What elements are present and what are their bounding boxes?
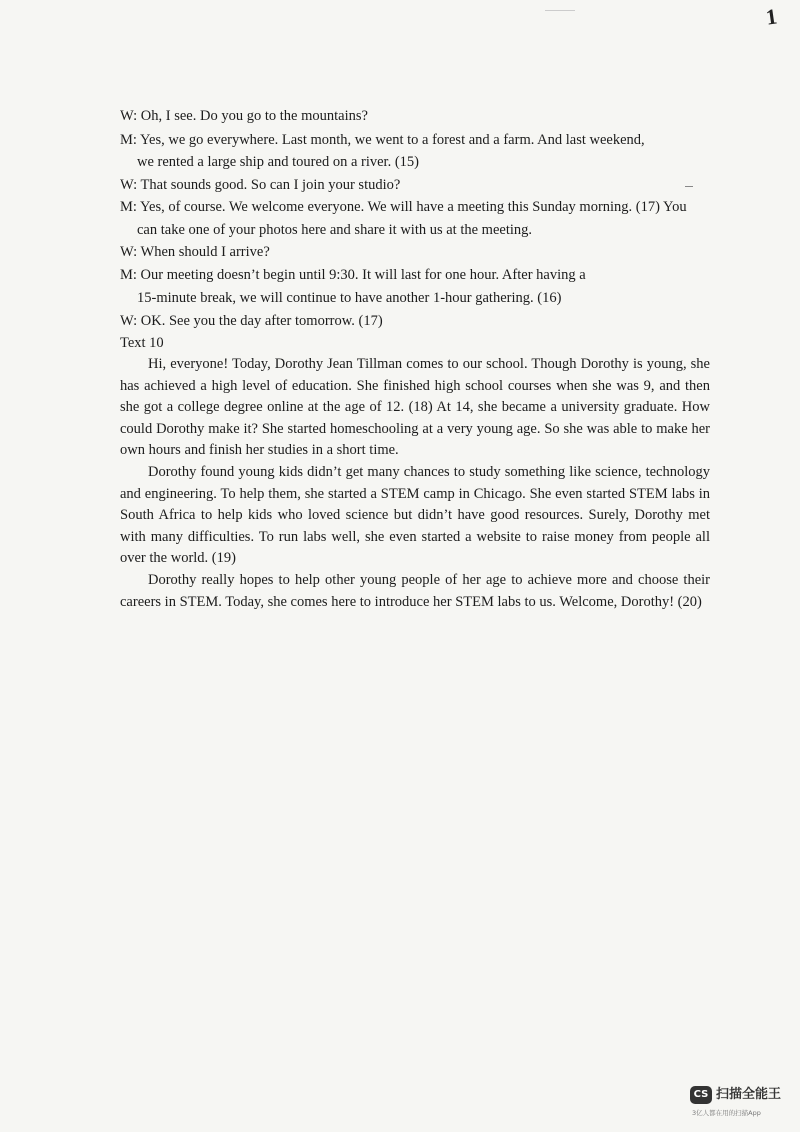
dialogue-line: W: When should I arrive? [120, 244, 270, 260]
scanner-watermark [690, 1086, 790, 1126]
paragraph: Dorothy really hopes to help other young people of her age to achieve more and choose their careers in STEM. Today, she comes here to introduce her STEM labs to us. Welcome, Dorothy! (20) [120, 572, 710, 610]
dialogue-line: we rented a large ship and toured on a river. (15) [137, 154, 419, 170]
watermark-subtitle: 3亿人都在用的扫描App [692, 1109, 761, 1117]
dialogue-line: 15-minute break, we will continue to have another 1-hour gathering. (16) [137, 290, 562, 306]
dialogue-line: W: OK. See you the day after tomorrow. (17) [120, 313, 383, 329]
dialogue-line: W: Oh, I see. Do you go to the mountains? [120, 108, 368, 124]
dialogue-line: M: Yes, of course. We welcome everyone. We will have a meeting this Sunday morning. (17) You [120, 199, 687, 215]
section-label: Text 10 [120, 335, 164, 351]
paragraph: Dorothy found young kids didn’t get many chances to study something like science, technology and engineering. To help them, she started a STEM camp in Chicago. She even started STEM labs in South Africa to help kids who loved science but didn’t have good resources. Surely, Dorothy met with many difficulties. To run labs well, she even started a website to raise money from people all over the world. (19) [120, 464, 710, 567]
dialogue-line: M: Our meeting doesn’t begin until 9:30. It will last for one hour. After having a [120, 267, 586, 283]
scanner-logo-icon: CS [690, 1086, 712, 1104]
dialogue-line: M: Yes, we go everywhere. Last month, we went to a forest and a farm. And last weekend, [120, 132, 645, 148]
dialogue-line: W: That sounds good. So can I join your studio? [120, 177, 401, 193]
page-mark: 1 [764, 3, 779, 30]
paragraph: Hi, everyone! Today, Dorothy Jean Tillman comes to our school. Though Dorothy is young, she has achieved a high level of education. She finished high school courses when she was 9, and then she got a college degree online at the age of 12. (18) At 14, she became a university graduate. How could Dorothy make it? She started homeschooling at a very young age. So she was able to make her own hours and finish her studies in a short time. [120, 356, 710, 459]
dialogue-line: can take one of your photos here and share it with us at the meeting. [137, 222, 533, 238]
watermark-title: 扫描全能王 [716, 1087, 782, 1102]
